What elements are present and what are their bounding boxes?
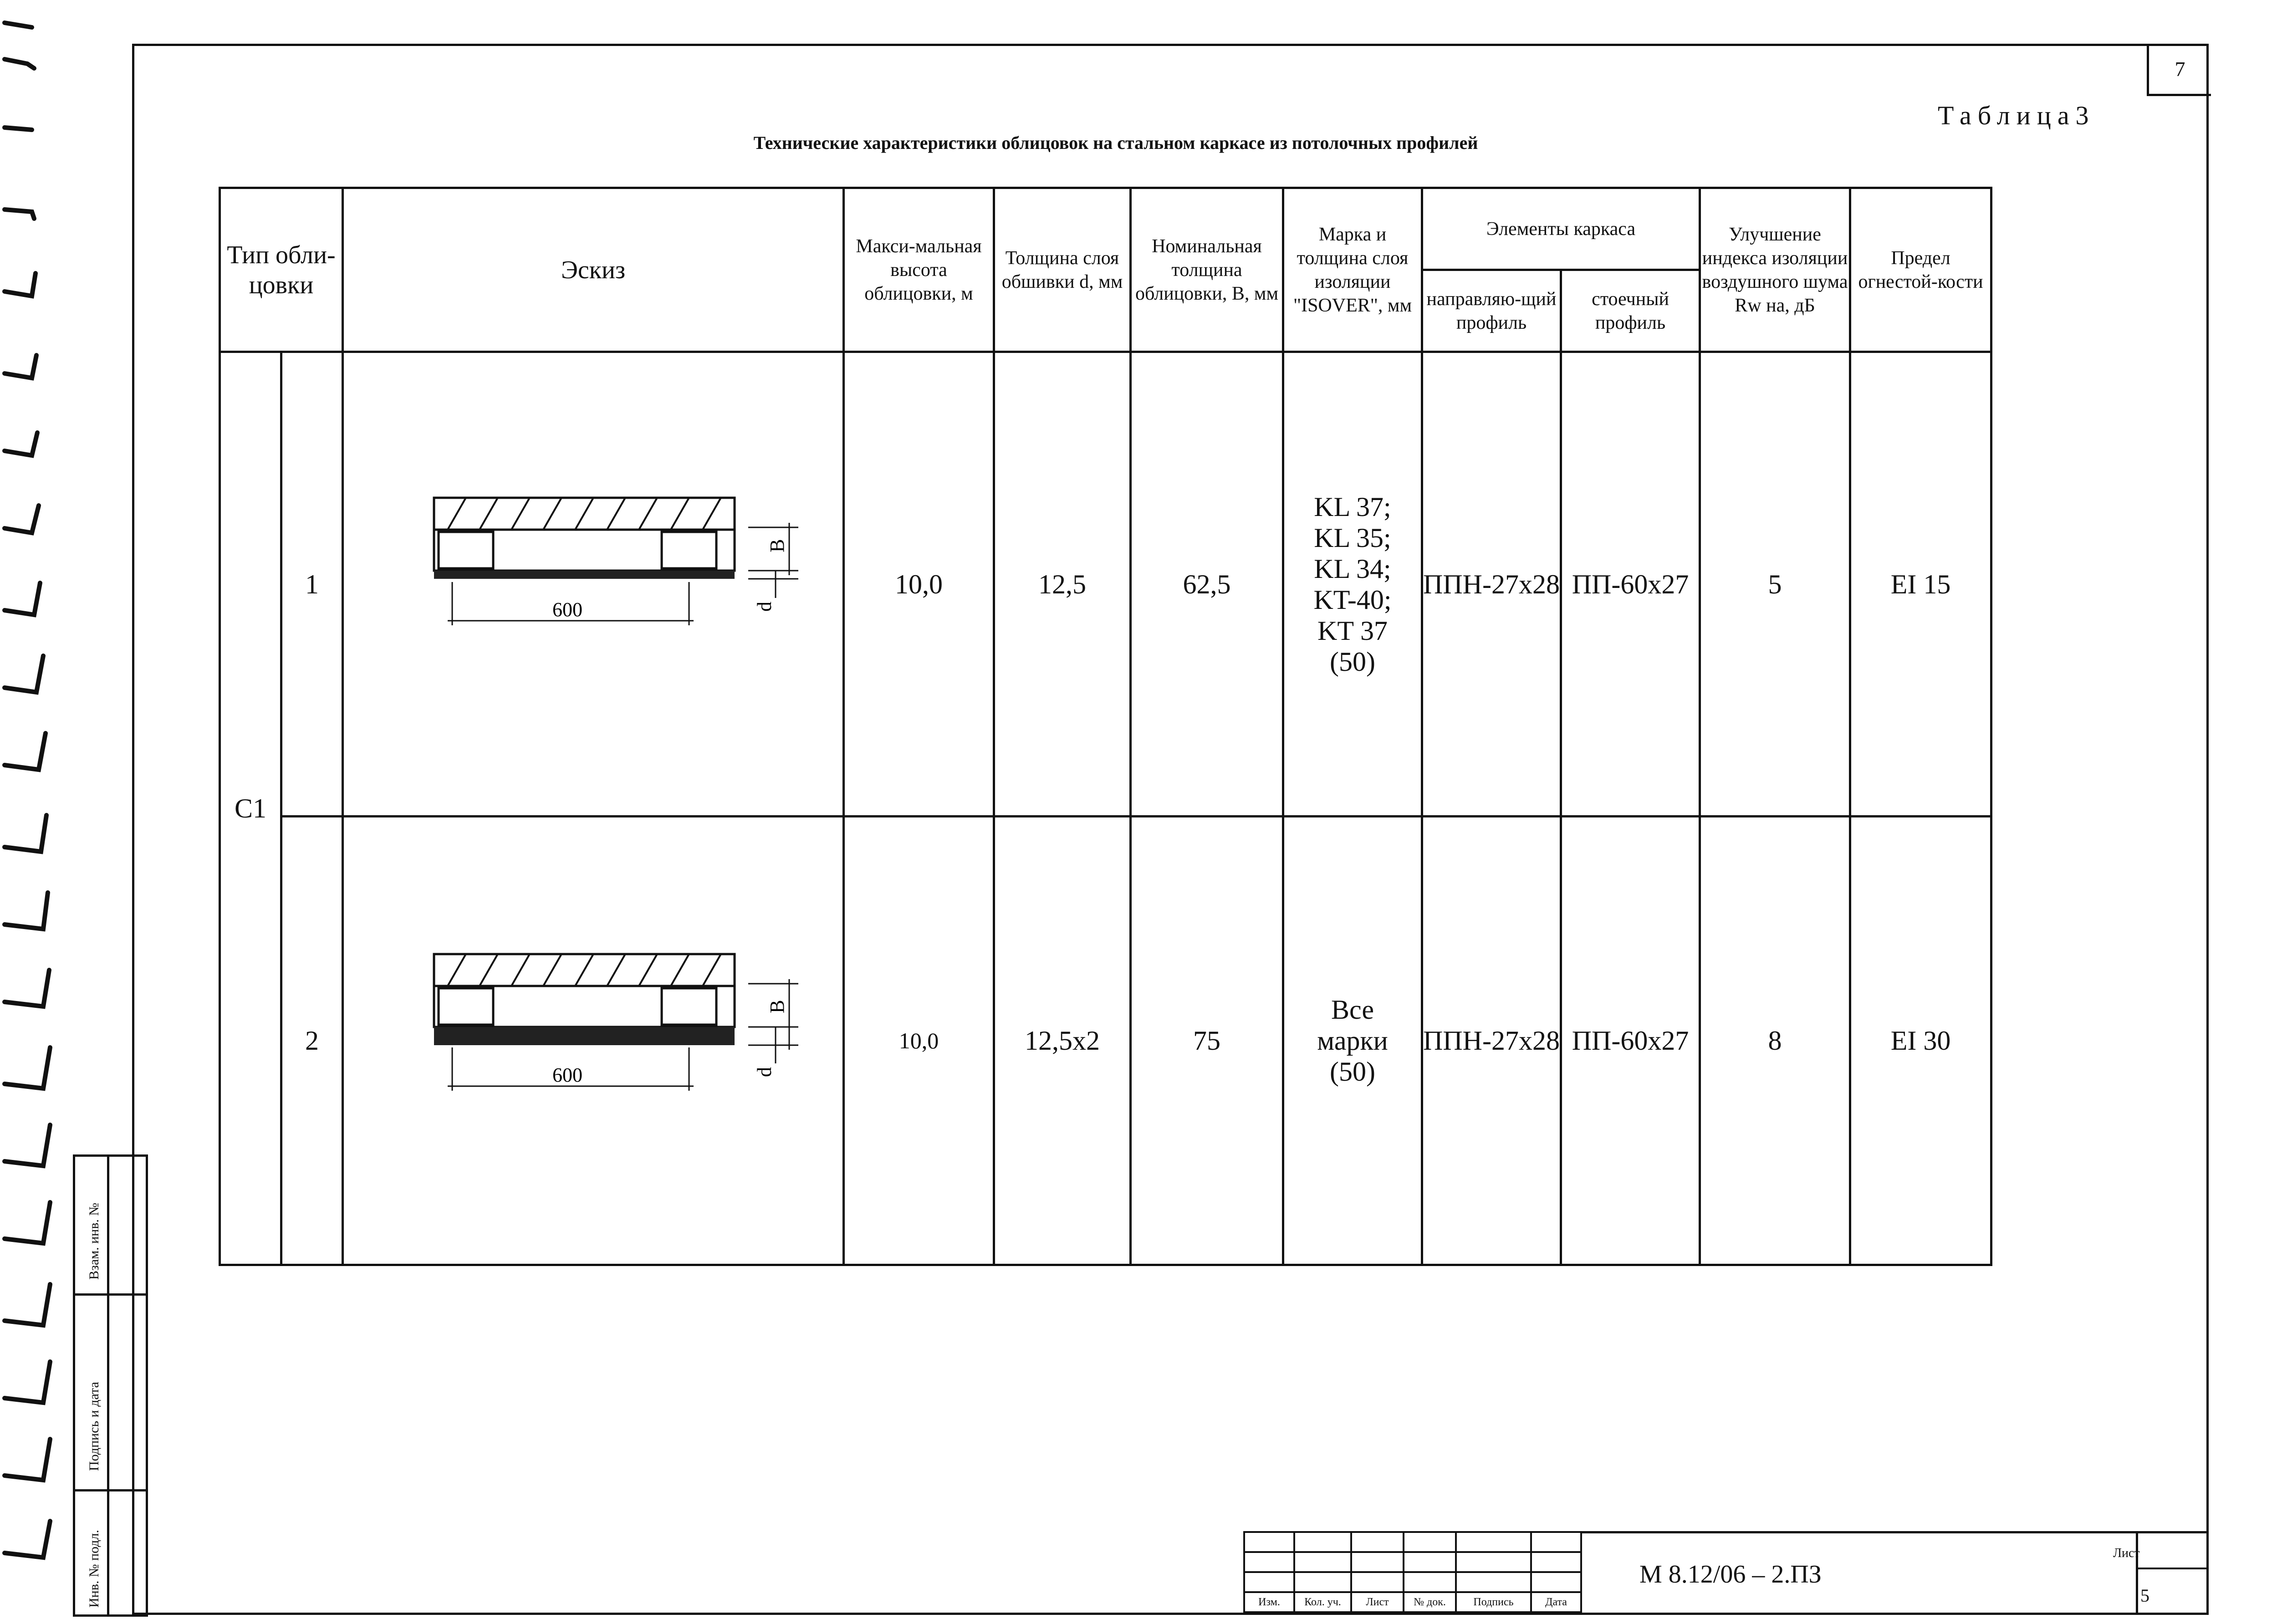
header-stud-profile: стоечный профиль bbox=[1561, 270, 1700, 352]
dim-d-label: d bbox=[753, 1067, 776, 1077]
title-block-divider bbox=[2136, 1531, 2138, 1615]
dim-600-label: 600 bbox=[552, 598, 582, 621]
header-fire-limit: Предел огнестой-кости bbox=[1850, 188, 1991, 352]
nominal-thickness-value: 62,5 bbox=[1131, 352, 1283, 817]
side-stamp bbox=[73, 1154, 148, 1617]
header-sketch: Эскиз bbox=[343, 188, 844, 352]
max-height-value: 10,0 bbox=[844, 352, 994, 817]
stamp-podpis: Подпись bbox=[1456, 1592, 1531, 1612]
header-sound-improvement: Улучшение индекса изоляции воздушного шума Rw на, дБ bbox=[1700, 188, 1850, 352]
side-label-vzam: Взам. инв. № bbox=[87, 1202, 102, 1280]
stamp-izm: Изм. bbox=[1244, 1592, 1294, 1612]
document-code: М 8.12/06 – 2.ПЗ bbox=[1639, 1560, 1822, 1588]
sketch-cell bbox=[343, 817, 844, 1265]
side-divider bbox=[73, 1293, 148, 1296]
dim-b-label: В bbox=[766, 539, 788, 552]
fire-limit-value: EI 15 bbox=[1850, 352, 1991, 817]
page-number: 7 bbox=[2147, 44, 2211, 96]
guide-profile-value: ППН-27х28 bbox=[1422, 352, 1561, 817]
title-block bbox=[1243, 1531, 1582, 1613]
max-height-value: 10,0 bbox=[844, 817, 994, 1265]
insulation-value: KL 37; KL 35; KL 34; KT-40; KT 37 (50) bbox=[1283, 352, 1422, 817]
stud-profile-value: ПП-60х27 bbox=[1561, 817, 1700, 1265]
table-row bbox=[220, 817, 1991, 1265]
sheathing-thickness-value: 12,5 bbox=[994, 352, 1131, 817]
table-title: Технические характеристики облицовок на стальном каркасе из потолочных профилей bbox=[753, 133, 1478, 153]
header-nominal-thickness: Номинальная толщина облицовки, В, мм bbox=[1131, 188, 1283, 352]
title-block-list-divider bbox=[2136, 1568, 2209, 1569]
header-insulation: Марка и толщина слоя изоляции "ISOVER", мм bbox=[1283, 188, 1422, 352]
header-guide-profile: направляю-щий профиль bbox=[1422, 270, 1561, 352]
dim-d-label: d bbox=[753, 601, 776, 612]
table-label: Таблица3 bbox=[1938, 101, 2095, 130]
insulation-value: Все марки (50) bbox=[1283, 817, 1422, 1265]
side-label-podpis: Подпись и дата bbox=[87, 1382, 102, 1471]
side-label-inv: Инв. № подл. bbox=[87, 1530, 102, 1608]
stamp-list: Лист bbox=[1351, 1592, 1404, 1612]
dim-600-label: 600 bbox=[552, 1064, 582, 1086]
stamp-data: Дата bbox=[1531, 1592, 1581, 1612]
header-type: Тип обли-цовки bbox=[220, 188, 343, 352]
row-number: 1 bbox=[281, 352, 343, 817]
sketch-drawing bbox=[388, 489, 798, 680]
sound-improvement-value: 5 bbox=[1700, 352, 1850, 817]
guide-profile-value: ППН-27х28 bbox=[1422, 817, 1561, 1265]
stamp-ndok: № док. bbox=[1404, 1592, 1456, 1612]
dim-b-label: В bbox=[766, 1000, 788, 1013]
header-frame-elements: Элементы каркаса bbox=[1422, 188, 1700, 270]
table-row bbox=[220, 352, 1991, 817]
group-label: С1 bbox=[220, 352, 281, 1265]
fire-limit-value: EI 30 bbox=[1850, 817, 1991, 1265]
binding-marks bbox=[0, 0, 64, 1624]
header-sheathing-thickness: Толщина слоя обшивки d, мм bbox=[994, 188, 1131, 352]
spec-table bbox=[219, 187, 1992, 1266]
row-number: 2 bbox=[281, 817, 343, 1265]
title-block-top-line bbox=[1580, 1531, 2209, 1533]
sound-improvement-value: 8 bbox=[1700, 817, 1850, 1265]
stud-profile-value: ПП-60х27 bbox=[1561, 352, 1700, 817]
sketch-drawing bbox=[388, 945, 798, 1136]
list-number: 5 bbox=[2140, 1585, 2149, 1606]
list-label: Лист bbox=[2113, 1546, 2140, 1560]
nominal-thickness-value: 75 bbox=[1131, 817, 1283, 1265]
side-divider bbox=[73, 1489, 148, 1491]
side-divider-vertical bbox=[107, 1154, 109, 1617]
stamp-kol: Кол. уч. bbox=[1294, 1592, 1351, 1612]
header-max-height: Макси-мальная высота облицовки, м bbox=[844, 188, 994, 352]
sketch-cell bbox=[343, 352, 844, 817]
sheathing-thickness-value: 12,5х2 bbox=[994, 817, 1131, 1265]
